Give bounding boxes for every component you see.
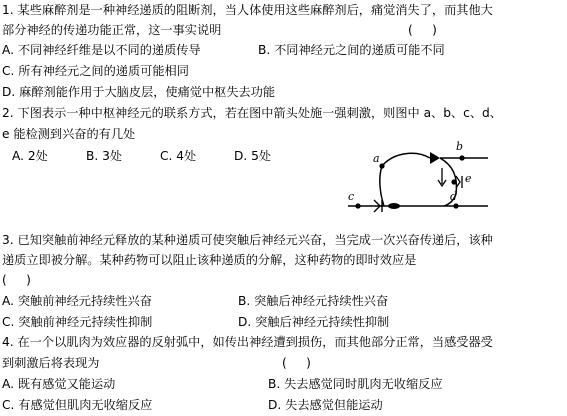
q1-option-c: C. 所有神经元之间的递质可能相同 [2,64,189,78]
q3-stem-line1: 3. 已知突触前神经元释放的某种递质可使突触后神经元兴奋，当完成一次兴奋传递后，该种 [2,233,493,247]
cell-body-bottom [388,203,400,209]
point-b-dot [459,155,464,160]
q1-option-a: A. 不同神经纤维是以不同的递质传导 [2,43,201,57]
q3-option-b: B. 突触后神经元持续性兴奋 [238,294,389,308]
q3-stem-line2: 递质立即被分解。某种药物可以阻止该种递质的分解，这种药物的即时效应是 [2,253,417,267]
label-a: a [373,152,380,165]
q2-option-c: C. 4处 [160,149,197,163]
neuron-connection-diagram [338,138,498,220]
q4-answer-blank: ( ) [282,356,311,370]
q1-answer-blank: ( ) [408,23,437,37]
q4-option-d: D. 失去感觉但能运动 [268,398,383,412]
point-a-dot [379,163,384,168]
label-c: c [348,190,355,203]
label-e: e [465,172,472,185]
q3-answer-blank: ( ) [2,273,31,287]
label-b: b [456,140,464,153]
q3-option-d: D. 突触后神经元持续性抑制 [238,315,390,329]
q1-option-d: D. 麻醉剂能作用于大脑皮层，使痛觉中枢失去功能 [2,85,276,99]
point-c-dot [355,203,360,208]
q3-option-c: C. 突触前神经元持续性抑制 [2,315,153,329]
q4-option-c: C. 有感觉但肌肉无收缩反应 [2,398,153,412]
q1-stem-line1: 1. 某些麻醉剂是一种神经递质的阻断剂，当人体使用这些麻醉剂后，痛觉消失了，而其他大 [2,3,493,17]
point-e-dot [451,179,456,184]
q2-option-a: A. 2处 [12,149,48,163]
cell-body-top [430,152,440,164]
top-arc [382,153,430,166]
q4-option-a: A. 既有感觉又能运动 [2,377,116,391]
q2-option-b: B. 3处 [86,149,123,163]
q3-option-a: A. 突触前神经元持续性兴奋 [2,294,152,308]
q2-stem-line2: e 能检测到兴奋的有几处 [2,127,136,141]
ascending-branch [380,166,384,206]
point-d-dot [453,203,458,208]
q2-option-d: D. 5处 [234,149,272,163]
q4-stem-line2: 到刺激后将表现为 [2,356,100,370]
q2-stem-line1: 2. 下图表示一种中枢神经元的联系方式，若在图中箭头处施一强刺激，则图中 a、b、c、d、 [2,106,502,120]
q1-stem-line2: 部分神经的传递功能正常，这一事实说明 [2,23,222,37]
q1-option-b: B. 不同神经元之间的递质可能不同 [258,43,445,57]
label-d: d [450,190,458,203]
q4-stem-line1: 4. 在一个以肌肉为效应器的反射弧中，如传出神经遭到损伤，而其他部分正常，当感受器受 [2,335,493,349]
q4-option-b: B. 失去感觉同时肌肉无收缩反应 [268,377,443,391]
